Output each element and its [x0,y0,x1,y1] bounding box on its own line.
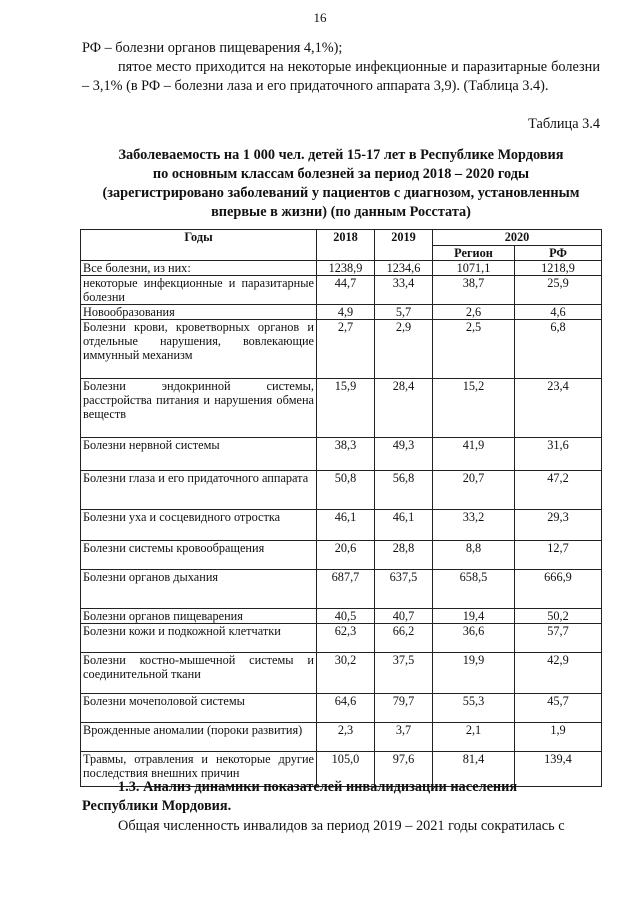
cell-2018: 40,5 [317,609,375,624]
row-label: Врожденные аномалии (пороки развития) [81,723,317,752]
table-row [81,624,602,653]
cell-2020-rf: 42,9 [515,653,602,694]
cell-2019: 28,8 [375,541,433,570]
cell-2020-region: 19,9 [433,653,515,694]
row-label: Болезни эндокринной системы, расстройства питания и нарушения обмена веществ [81,379,317,438]
cell-2020-region: 38,7 [433,276,515,305]
cell-2020-rf: 29,3 [515,510,602,541]
cell-2020-region: 36,6 [433,624,515,653]
row-label: Болезни органов пищеварения [81,609,317,624]
header-rf: РФ [515,245,602,261]
cell-2018: 4,9 [317,305,375,320]
section-heading [82,778,600,816]
cell-2020-rf: 25,9 [515,276,602,305]
cell-2020-region: 2,1 [433,723,515,752]
section-heading-line: 1.3. Анализ динамики показателей инвалидизации населения [118,779,518,795]
paragraph-1: РФ – болезни органов пищеварения 4,1%); [82,40,343,56]
header-2020: 2020 [433,230,602,246]
cell-2019: 637,5 [375,570,433,609]
cell-2019: 66,2 [375,624,433,653]
row-label: Болезни органов дыхания [81,570,317,609]
cell-2020-rf: 57,7 [515,624,602,653]
cell-2018: 50,8 [317,471,375,510]
table-row [81,276,602,305]
cell-2020-region: 658,5 [433,570,515,609]
cell-2020-rf: 23,4 [515,379,602,438]
cell-2020-rf: 47,2 [515,471,602,510]
cell-2020-region: 55,3 [433,694,515,723]
table-header-row [81,230,602,246]
table-title-line: Заболеваемость на 1 000 чел. детей 15-17 лет в Республике Мордовия [118,147,564,163]
row-label: Новообразования [81,305,317,320]
table-row [81,541,602,570]
table-row [81,570,602,609]
cell-2020-region: 20,7 [433,471,515,510]
table-row [81,261,602,276]
table-row [81,438,602,471]
table-reference: Таблица 3.4 [528,116,600,132]
cell-2018: 44,7 [317,276,375,305]
cell-2018: 38,3 [317,438,375,471]
paragraph-3: Общая численность инвалидов за период 2019 – 2021 годы сократилась с [118,818,565,834]
row-label: Болезни крови, кроветворных органов и отдельные нарушения, вовлекающие иммунный механизм [81,320,317,379]
header-2019: 2019 [375,230,433,261]
row-label: некоторые инфекционные и паразитарные болезни [81,276,317,305]
row-label: Болезни кожи и подкожной клетчатки [81,624,317,653]
cell-2020-rf: 50,2 [515,609,602,624]
cell-2018: 687,7 [317,570,375,609]
cell-2019: 1234,6 [375,261,433,276]
cell-2020-region: 8,8 [433,541,515,570]
cell-2018: 62,3 [317,624,375,653]
row-label: Все болезни, из них: [81,261,317,276]
cell-2019: 33,4 [375,276,433,305]
cell-2020-rf: 12,7 [515,541,602,570]
cell-2019: 37,5 [375,653,433,694]
cell-2020-rf: 6,8 [515,320,602,379]
cell-2019: 46,1 [375,510,433,541]
section-heading-line: Республики Мордовия. [82,798,232,814]
cell-2018: 2,3 [317,723,375,752]
cell-2018: 20,6 [317,541,375,570]
table-row [81,379,602,438]
page-number: 16 [313,10,327,25]
table-title-line: впервые в жизни) (по данным Росстата) [211,204,471,220]
cell-2018: 105,0 [317,752,375,787]
header-region: Регион [433,245,515,261]
table-row [81,694,602,723]
cell-2020-region: 41,9 [433,438,515,471]
cell-2019: 49,3 [375,438,433,471]
cell-2020-rf: 1,9 [515,723,602,752]
cell-2019: 97,6 [375,752,433,787]
header-years: Годы [81,230,317,261]
cell-2018: 64,6 [317,694,375,723]
cell-2019: 3,7 [375,723,433,752]
cell-2018: 30,2 [317,653,375,694]
cell-2020-region: 19,4 [433,609,515,624]
table-row [81,471,602,510]
cell-2020-rf: 139,4 [515,752,602,787]
cell-2019: 56,8 [375,471,433,510]
table-row [81,609,602,624]
cell-2018: 1238,9 [317,261,375,276]
cell-2020-rf: 4,6 [515,305,602,320]
table-row [81,320,602,379]
cell-2018: 46,1 [317,510,375,541]
cell-2020-region: 15,2 [433,379,515,438]
row-label: Болезни нервной системы [81,438,317,471]
cell-2020-rf: 1218,9 [515,261,602,276]
header-2018: 2018 [317,230,375,261]
cell-2020-region: 33,2 [433,510,515,541]
cell-2019: 2,9 [375,320,433,379]
cell-2018: 15,9 [317,379,375,438]
table-row [81,510,602,541]
cell-2020-region: 2,6 [433,305,515,320]
cell-2019: 5,7 [375,305,433,320]
row-label: Болезни костно-мышечной системы и соединительной ткани [81,653,317,694]
cell-2018: 2,7 [317,320,375,379]
paragraph-2: пятое место приходится на некоторые инфекционные и паразитарные болезни – 3,1% (в РФ – болезни лаза и его придаточного аппарата 3,9). (Таблица 3.4). [82,59,600,94]
cell-2020-rf: 45,7 [515,694,602,723]
morbidity-table [80,229,602,787]
cell-2020-rf: 666,9 [515,570,602,609]
table-row [81,305,602,320]
table-title-line: (зарегистрировано заболеваний у пациентов с диагнозом, установленным [102,185,580,201]
cell-2019: 28,4 [375,379,433,438]
cell-2020-rf: 31,6 [515,438,602,471]
cell-2020-region: 1071,1 [433,261,515,276]
row-label: Болезни глаза и его придаточного аппарата [81,471,317,510]
cell-2019: 79,7 [375,694,433,723]
table-title-line: по основным классам болезней за период 2018 – 2020 годы [152,166,530,182]
row-label: Болезни мочеполовой системы [81,694,317,723]
row-label: Травмы, отравления и некоторые другие последствия внешних причин [81,752,317,787]
cell-2020-region: 2,5 [433,320,515,379]
table-title [82,146,600,222]
row-label: Болезни уха и сосцевидного отростка [81,510,317,541]
table-row [81,723,602,752]
table-row [81,653,602,694]
row-label: Болезни системы кровообращения [81,541,317,570]
cell-2020-region: 81,4 [433,752,515,787]
cell-2019: 40,7 [375,609,433,624]
